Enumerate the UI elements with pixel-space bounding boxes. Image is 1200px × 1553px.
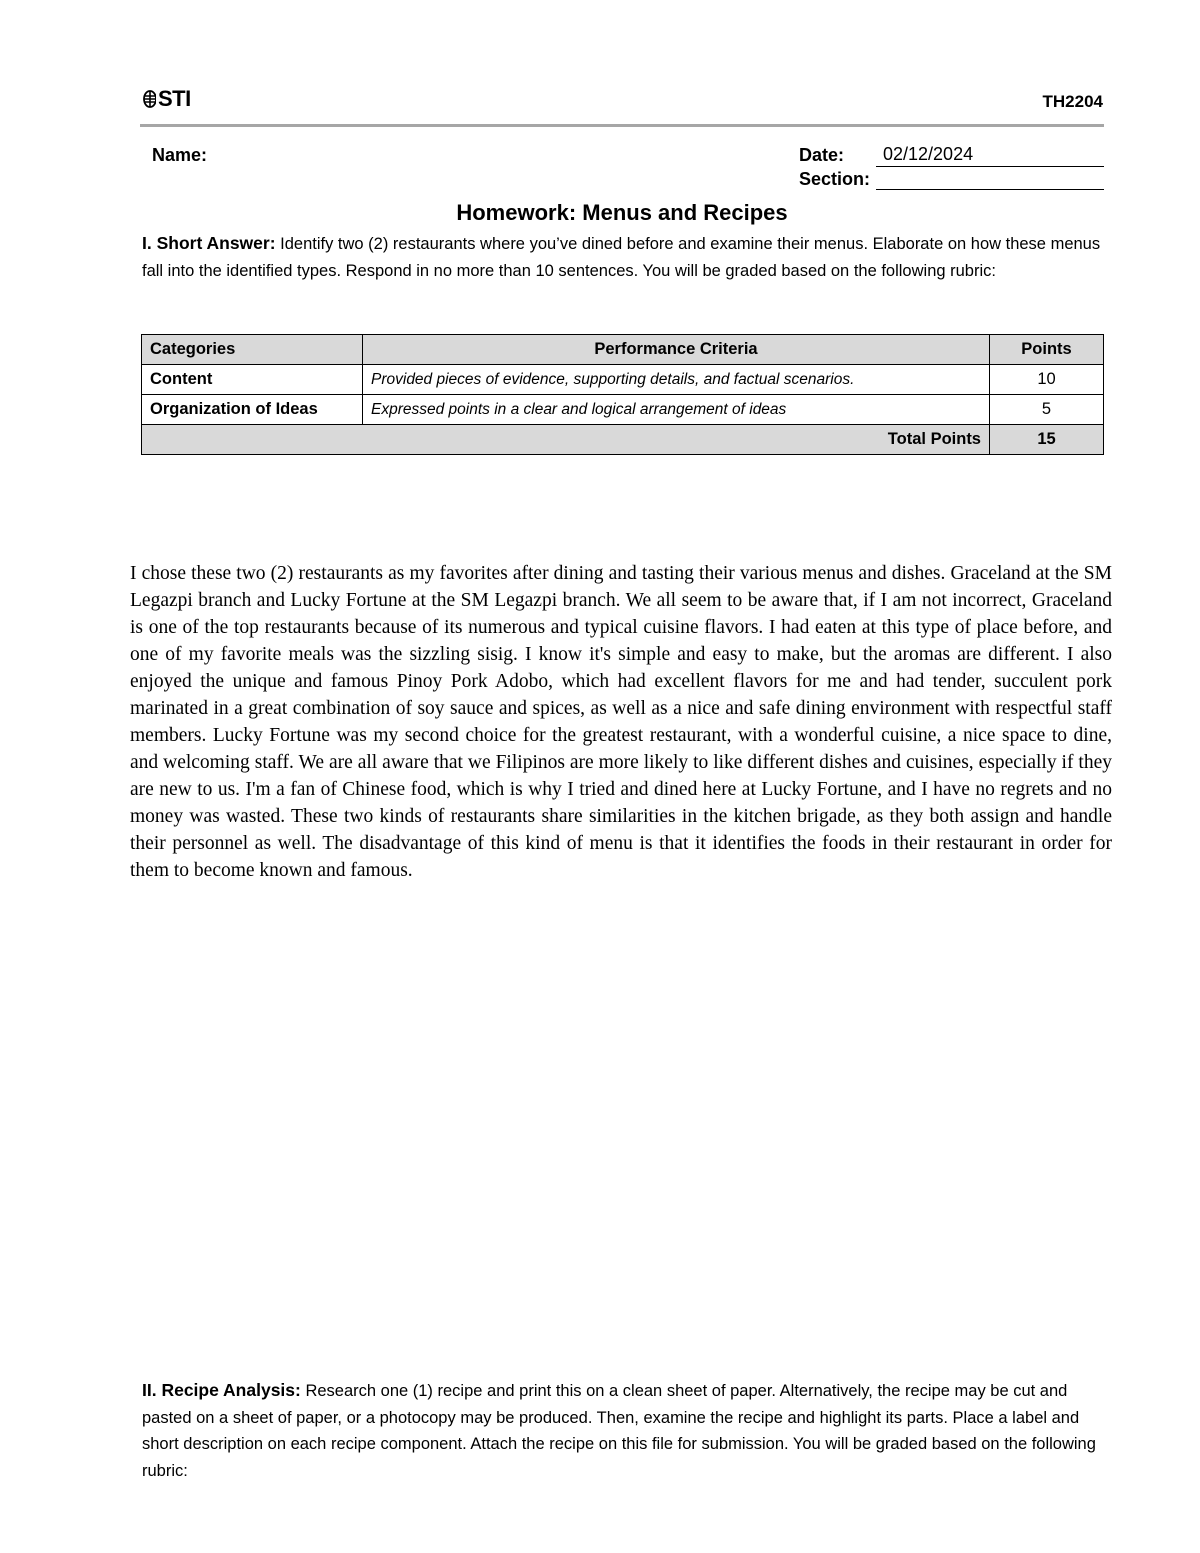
- table-row: [142, 365, 1104, 395]
- part1-instructions: [142, 230, 1108, 285]
- page-title: Homework: Menus and Recipes: [456, 200, 788, 225]
- header-divider: [140, 124, 1104, 127]
- rubric-header-row: [142, 335, 1104, 365]
- part2-instructions: [142, 1377, 1108, 1484]
- rubric-points: 5: [990, 395, 1104, 425]
- rubric-criteria: Expressed points in a clear and logical arrangement of ideas: [363, 395, 990, 425]
- course-code: TH2204: [1042, 92, 1103, 111]
- rubric-criteria: Provided pieces of evidence, supporting details, and factual scenarios.: [363, 365, 990, 395]
- date-label: Date:: [799, 145, 845, 165]
- part2-text: Research one (1) recipe and print this on a clean sheet of paper. Alternatively, the recipe may be cut and pasted on a sheet of paper, or a photocopy may be produced. Then, examine the recipe and highlight its parts. Place a label and short description on each recipe component. Attach the recipe on this file for submission. You will be graded based on the following rubric:: [142, 1382, 1096, 1480]
- rubric-total-label: Total Points: [142, 425, 990, 455]
- sti-logo: [142, 86, 191, 112]
- logo-text: STI: [158, 86, 191, 111]
- part2-heading: II. Recipe Analysis:: [142, 1380, 301, 1400]
- rubric-header-categories: Categories: [142, 335, 363, 365]
- sti-globe-icon: [142, 86, 156, 112]
- part1-heading: I. Short Answer:: [142, 233, 276, 253]
- name-label: Name:: [152, 145, 208, 165]
- table-row: [142, 395, 1104, 425]
- section-label: Section:: [799, 169, 871, 189]
- part1-text: Identify two (2) restaurants where you’ve dined before and examine their menus. Elaborate on how these menus fall into the identified types. Respond in no more than 10 sentences. You will be graded based on the following rubric:: [142, 235, 1101, 280]
- rubric-header-criteria: Performance Criteria: [363, 335, 990, 365]
- rubric-header-points: Points: [990, 335, 1104, 365]
- rubric-total-value: 15: [990, 425, 1104, 455]
- rubric-category: Organization of Ideas: [142, 395, 363, 425]
- rubric-points: 10: [990, 365, 1104, 395]
- rubric-total-row: [142, 425, 1104, 455]
- date-field[interactable]: 02/12/2024: [876, 143, 1104, 167]
- essay-answer: I chose these two (2) restaurants as my favorites after dining and tasting their various menus and dishes. Graceland at the SM Legazpi branch and Lucky Fortune at the SM Legazpi branch. We all seem to be aware that, if I am not incorrect, Graceland is one of the top restaurants because of its numerous and typical cuisine flavors. I had eaten at this type of place before, and one of my favorite meals was the sizzling sisig. I know it's simple and easy to make, but the aromas are different. I also enjoyed the unique and famous Pinoy Pork Adobo, which had excellent flavors for me and had tender, succulent pork marinated in a great combination of soy sauce and spices, as well as a nice and safe dining environment with respectful staff members. Lucky Fortune was my second choice for the greatest restaurant, with a wonderful cuisine, a nice space to dine, and welcoming staff. We are all aware that we Filipinos are more likely to like different dishes and cuisines, especially if they are new to us. I'm a fan of Chinese food, which is why I tried and dined here at Lucky Fortune, and I have no regrets and no money was wasted. These two kinds of restaurants share similarities in the kitchen brigade, as they both assign and handle their personnel as well. The disadvantage of this kind of menu is that it identifies the foods in their restaurant in order for them to become known and famous.: [130, 563, 1112, 881]
- rubric-table: [141, 334, 1104, 455]
- section-field[interactable]: [876, 167, 1104, 190]
- rubric-category: Content: [142, 365, 363, 395]
